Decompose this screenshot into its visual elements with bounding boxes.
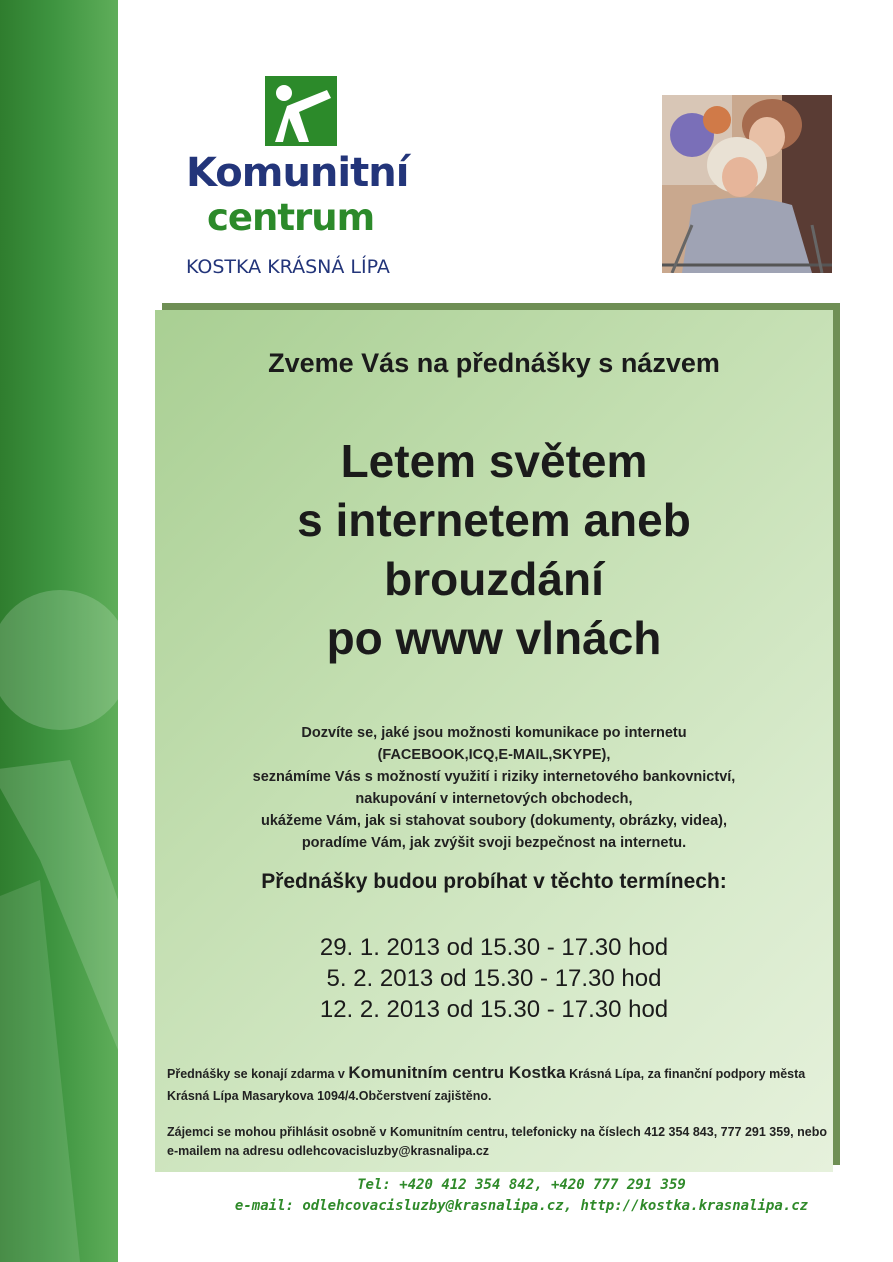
person-logo-icon [265, 76, 337, 146]
band-figure-icon [0, 0, 118, 1262]
contact-phone: Tel: +420 412 354 842, +420 777 291 359 [357, 1177, 686, 1193]
registration-note: Zájemci se mohou přihlásit osobně v Komunitním centru, telefonicky na číslech 412 354 843, 777 291 359, nebo e-mailem na adresu odlehcovacisluzby@krasnalipa.cz [167, 1125, 827, 1158]
title-line: brouzdání [384, 553, 604, 605]
logo-subtitle: KOSTKA KRÁSNÁ LÍPA [186, 256, 390, 278]
description-line: ukážeme Vám, jak si stahovat soubory (dokumenty, obrázky, videa), [260, 813, 728, 829]
description-line: nakupování v internetových obchodech, [355, 791, 633, 807]
left-decorative-band [0, 0, 118, 1262]
date-item: 29. 1. 2013 od 15.30 - 17.30 hod [319, 934, 669, 961]
description-line: poradíme Vám, jak zvýšit svoji bezpečnost na internetu. [301, 835, 687, 851]
venue-note-part3: Krásná Lípa, za finanční podpory města Krásná Lípa Masarykova 1094/4.Občerstvení zajištěno. [167, 1067, 806, 1103]
title-line: Letem světem [340, 435, 648, 487]
venue-name: Komunitním centru Kostka [348, 1063, 566, 1082]
description-line: (FACEBOOK,ICQ,E-MAIL,SKYPE), [377, 747, 611, 763]
date-item: 12. 2. 2013 od 15.30 - 17.30 hod [319, 996, 669, 1023]
venue-note-part1: Přednášky se konají zdarma v [167, 1067, 349, 1081]
dates-list [155, 932, 833, 1025]
description-line: Dozvíte se, jaké jsou možnosti komunikace po internetu [301, 725, 687, 741]
date-item: 5. 2. 2013 od 15.30 - 17.30 hod [326, 965, 662, 992]
lecture-description [155, 722, 833, 854]
title-line: po www vlnách [326, 612, 662, 664]
invitation-panel [155, 310, 833, 1172]
invite-heading: Zveme Vás na přednášky s názvem [268, 348, 720, 378]
title-line: s internetem aneb [297, 494, 691, 546]
logo-title-line2: centrum [207, 196, 375, 239]
terms-heading: Přednášky budou probíhat v těchto termínech: [261, 870, 727, 893]
logo-title-line1: Komunitní [186, 150, 409, 196]
lecture-title [155, 432, 833, 668]
contact-email: e-mail: odlehcovacisluzby@krasnalipa.cz, http://kostka.krasnalipa.cz [234, 1198, 809, 1214]
photo-elderly-woman [662, 95, 832, 273]
description-line: seznámíme Vás s možností využití i riziky internetového bankovnictví, [252, 769, 736, 785]
venue-note [167, 1062, 827, 1107]
